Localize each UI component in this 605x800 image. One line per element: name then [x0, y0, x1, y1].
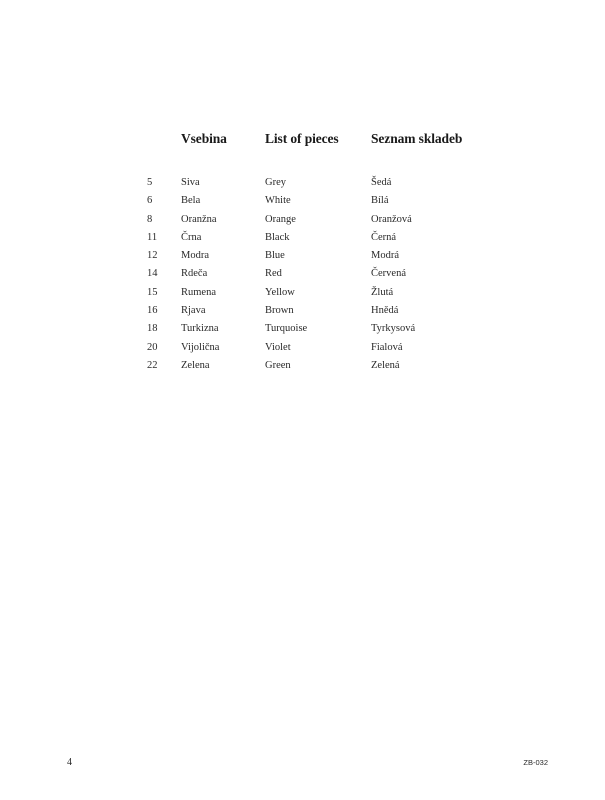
toc-page-number: 14 — [147, 268, 158, 280]
toc-title-english: Yellow — [265, 286, 295, 298]
toc-row — [0, 341, 605, 359]
toc-title-english: Orange — [265, 213, 296, 225]
toc-row — [0, 286, 605, 304]
toc-title-english: Green — [265, 359, 291, 371]
toc-title-slovenian: Zelena — [181, 359, 210, 371]
toc-title-english: Turquoise — [265, 323, 308, 335]
toc-row — [0, 322, 605, 340]
toc-title-english: Red — [265, 268, 282, 280]
toc-page-number: 5 — [147, 177, 153, 188]
toc-page-number: 20 — [147, 341, 158, 353]
toc-row — [0, 231, 605, 249]
toc-title-slovenian: Siva — [181, 177, 200, 188]
toc-row — [0, 359, 605, 377]
toc-title-slovenian: Črna — [181, 231, 202, 243]
toc-row — [0, 213, 605, 231]
toc-title-english: Blue — [265, 250, 285, 262]
toc-row — [0, 267, 605, 285]
table-of-contents — [0, 176, 605, 377]
toc-title-slovenian: Rjava — [181, 305, 206, 317]
header-czech: Seznam skladeb — [371, 131, 463, 146]
toc-title-czech: Žlutá — [371, 286, 394, 298]
catalog-code: ZB-032 — [523, 758, 548, 767]
toc-title-slovenian: Turkizna — [181, 323, 219, 335]
toc-row — [0, 194, 605, 212]
toc-title-czech: Tyrkysová — [371, 323, 416, 335]
toc-title-slovenian: Oranžna — [181, 213, 217, 225]
toc-title-slovenian: Modra — [181, 250, 209, 262]
toc-page-number: 11 — [147, 231, 158, 243]
toc-title-english: Black — [265, 231, 290, 243]
toc-title-czech: Modrá — [371, 250, 399, 262]
toc-title-english: Brown — [265, 305, 294, 317]
toc-page-number: 18 — [147, 323, 158, 335]
toc-title-slovenian: Bela — [181, 195, 201, 207]
toc-page-number: 8 — [147, 213, 153, 225]
header-slovenian: Vsebina — [181, 131, 227, 146]
toc-title-czech: Fialová — [371, 341, 403, 353]
toc-title-slovenian: Vijolična — [181, 341, 220, 353]
toc-title-czech: Hnědá — [371, 305, 399, 317]
toc-page-number: 22 — [147, 359, 158, 371]
header-english: List of pieces — [265, 131, 339, 146]
toc-title-english: White — [265, 195, 291, 207]
toc-row — [0, 249, 605, 267]
toc-title-czech: Oranžová — [371, 213, 412, 225]
toc-page-number: 15 — [147, 286, 158, 298]
toc-title-slovenian: Rdeča — [181, 268, 208, 280]
toc-title-czech: Šedá — [371, 177, 392, 188]
toc-title-english: Grey — [265, 177, 286, 188]
toc-row — [0, 176, 605, 194]
toc-row — [0, 304, 605, 322]
toc-title-czech: Zelená — [371, 359, 400, 371]
toc-page-number: 16 — [147, 305, 158, 317]
toc-title-czech: Červená — [371, 268, 406, 280]
toc-page-number: 6 — [147, 195, 153, 207]
toc-page-number: 12 — [147, 250, 158, 262]
page-number: 4 — [67, 757, 72, 768]
toc-title-slovenian: Rumena — [181, 286, 216, 298]
toc-title-english: Violet — [265, 341, 291, 353]
toc-title-czech: Bílá — [371, 195, 389, 207]
column-headers — [0, 131, 605, 151]
toc-title-czech: Černá — [371, 231, 397, 243]
